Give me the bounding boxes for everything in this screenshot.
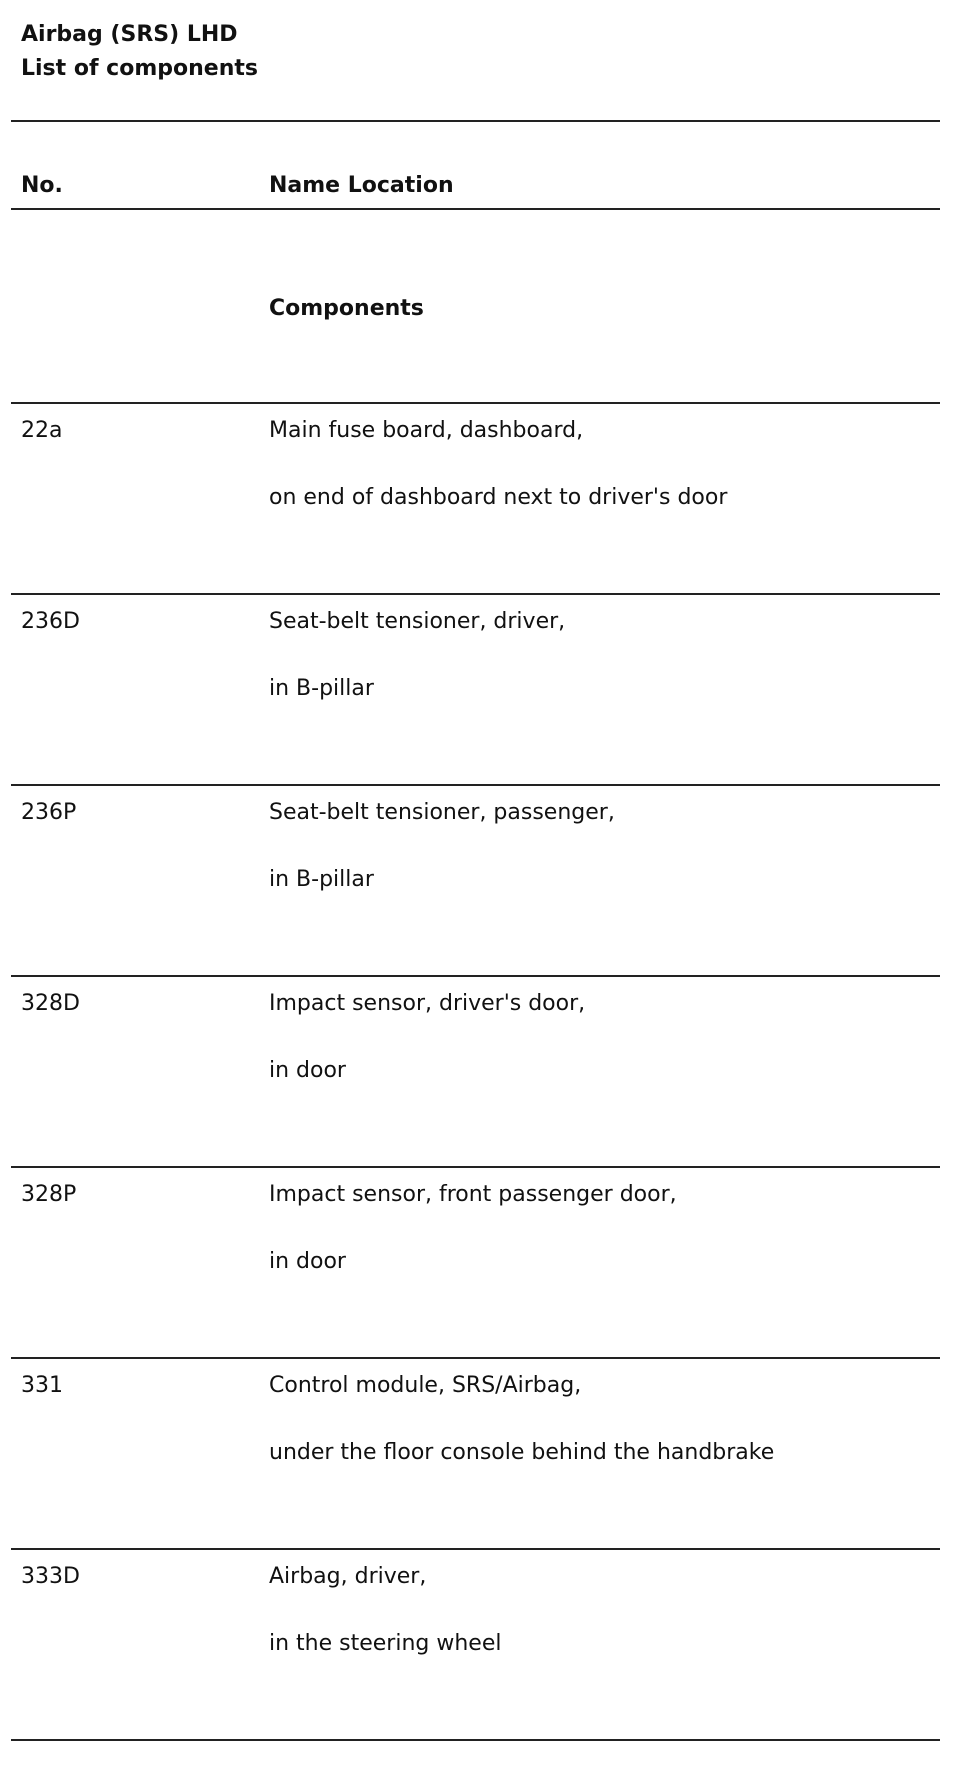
row-name: Control module, SRS/Airbag, bbox=[269, 1373, 582, 1398]
row-divider bbox=[11, 1166, 940, 1168]
document-title-line-1: Airbag (SRS) LHD bbox=[21, 22, 238, 47]
row-location: in B-pillar bbox=[269, 676, 374, 701]
row-location: in the steering wheel bbox=[269, 1631, 502, 1656]
row-name: Seat-belt tensioner, driver, bbox=[269, 609, 566, 634]
row-name: Impact sensor, driver's door, bbox=[269, 991, 586, 1016]
table-bottom-rule bbox=[11, 1739, 940, 1741]
section-heading: Components bbox=[269, 296, 424, 321]
row-name: Impact sensor, front passenger door, bbox=[269, 1182, 677, 1207]
row-divider bbox=[11, 1357, 940, 1359]
row-location: in door bbox=[269, 1058, 346, 1083]
row-number: 328D bbox=[21, 991, 80, 1016]
row-name: Main fuse board, dashboard, bbox=[269, 418, 584, 443]
row-location: in B-pillar bbox=[269, 867, 374, 892]
row-name: Seat-belt tensioner, passenger, bbox=[269, 800, 615, 825]
row-divider bbox=[11, 1548, 940, 1550]
header-top-rule bbox=[11, 120, 940, 122]
row-location: on end of dashboard next to driver's door bbox=[269, 485, 728, 510]
row-number: 331 bbox=[21, 1373, 63, 1398]
row-divider bbox=[11, 784, 940, 786]
row-divider bbox=[11, 593, 940, 595]
column-header-no: No. bbox=[21, 173, 63, 198]
column-header-name-location: Name Location bbox=[269, 173, 454, 198]
row-number: 333D bbox=[21, 1564, 80, 1589]
header-bottom-rule bbox=[11, 208, 940, 210]
row-location: under the floor console behind the handbrake bbox=[269, 1440, 775, 1465]
row-divider bbox=[11, 402, 940, 404]
row-number: 236D bbox=[21, 609, 80, 634]
row-number: 22a bbox=[21, 418, 63, 443]
row-number: 328P bbox=[21, 1182, 77, 1207]
row-number: 236P bbox=[21, 800, 77, 825]
row-divider bbox=[11, 975, 940, 977]
row-name: Airbag, driver, bbox=[269, 1564, 427, 1589]
document-title bbox=[21, 18, 258, 86]
document-title-line-2: List of components bbox=[21, 56, 258, 81]
row-location: in door bbox=[269, 1249, 346, 1274]
